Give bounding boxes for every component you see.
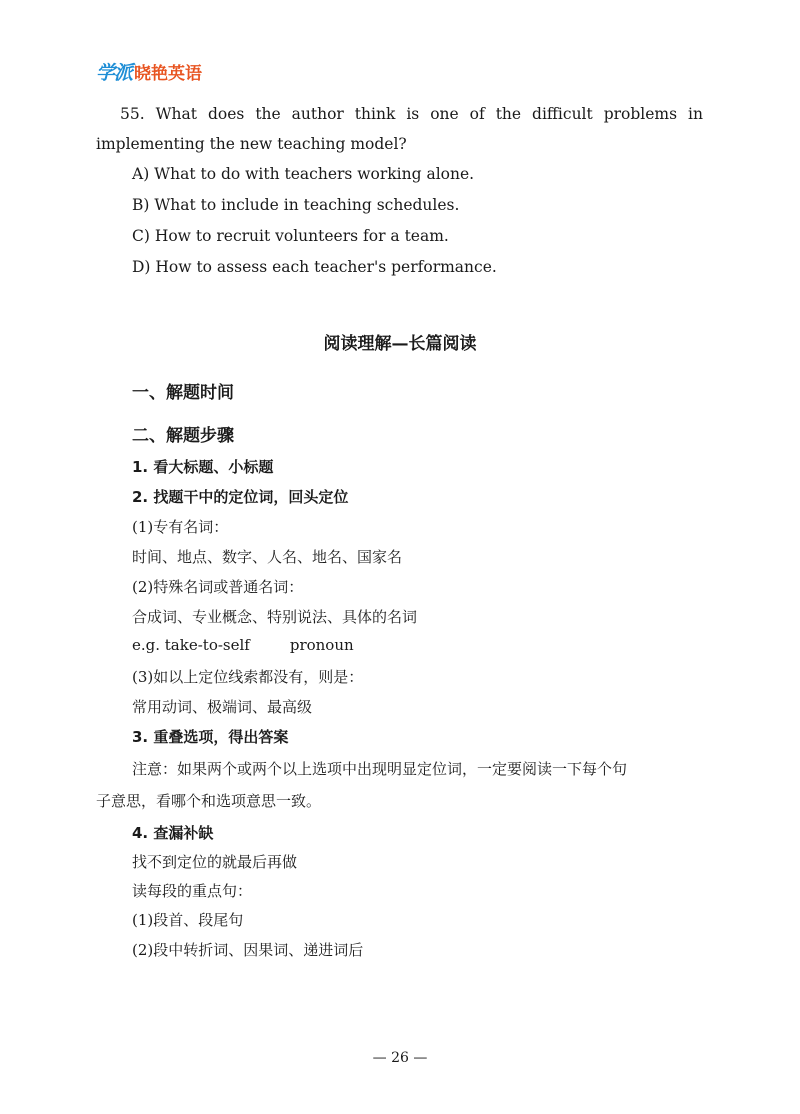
step-3-note-line2: 子意思，看哪个和选项意思一致。 [96, 792, 322, 810]
logo-text: 晓艳英语 [134, 64, 203, 84]
step-2: 2. 找题干中的定位词，回头定位 [132, 488, 349, 506]
step-2-item-1: (1)专有名词： [132, 518, 229, 536]
step-4-line1: 找不到定位的就最后再做 [132, 853, 298, 871]
step-2-example [132, 636, 354, 654]
step-1: 1. 看大标题、小标题 [132, 458, 274, 476]
example-prefix: e.g. take-to-self [132, 636, 250, 654]
question-stem-line2: implementing the new teaching model? [96, 135, 407, 153]
step-3-note-line1: 注意：如果两个或两个以上选项中出现明显定位词，一定要阅读一下每个句 [132, 760, 628, 778]
logo-mark: 学派 [96, 62, 133, 84]
step-2-item-1-detail: 时间、地点、数字、人名、地名、国家名 [132, 548, 403, 566]
step-3: 3. 重叠选项，得出答案 [132, 728, 289, 746]
option-b: B) What to include in teaching schedules. [132, 196, 460, 214]
step-2-item-3: (3)如以上定位线索都没有，则是： [132, 668, 364, 686]
step-2-item-2: (2)特殊名词或普通名词： [132, 578, 304, 596]
step-4: 4. 查漏补缺 [132, 824, 214, 842]
option-a: A) What to do with teachers working alone. [132, 165, 475, 183]
question-stem-line1: 55. What does the author think is one of the difficult problems in [120, 105, 703, 123]
option-d: D) How to assess each teacher's performance. [132, 258, 497, 276]
heading-solving-time: 一、解题时间 [132, 383, 234, 403]
step-4-line2: 读每段的重点句： [132, 882, 253, 900]
step-2-item-3-detail: 常用动词、极端词、最高级 [132, 698, 313, 716]
heading-solving-steps: 二、解题步骤 [132, 426, 234, 446]
step-4-item-1: (1)段首、段尾句 [132, 911, 244, 929]
publisher-logo [96, 58, 202, 85]
step-2-item-2-detail: 合成词、专业概念、特别说法、具体的名词 [132, 608, 418, 626]
option-c: C) How to recruit volunteers for a team. [132, 227, 449, 245]
section-title: 阅读理解—长篇阅读 [323, 334, 477, 354]
step-4-item-2: (2)段中转折词、因果词、递进词后 [132, 941, 364, 959]
page-number: — 26 — [372, 1050, 428, 1066]
example-word: pronoun [289, 636, 354, 654]
